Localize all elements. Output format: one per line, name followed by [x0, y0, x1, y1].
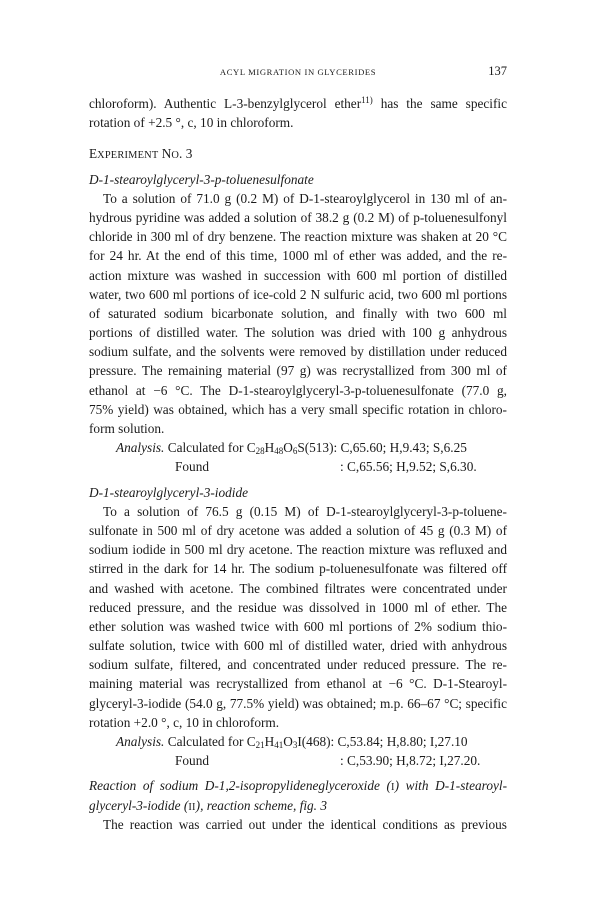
- title-text: ) with D-1-stearoyl-: [394, 778, 507, 794]
- paragraph-line: reduced pressure, and the residue was dissolved in 1000 ml of ether. The: [89, 599, 507, 615]
- heading-initial: E: [89, 146, 98, 162]
- formula-element: H: [264, 440, 275, 456]
- heading-no-o: O: [171, 150, 180, 162]
- analysis-label: Analysis.: [116, 734, 165, 749]
- formula-element: O: [283, 440, 293, 456]
- found-values: : C,65.56; H,9.52; S,6.30.: [340, 459, 477, 475]
- found-label: Found: [175, 753, 209, 769]
- formula-element: O: [283, 734, 293, 749]
- analysis-calculated: [89, 732, 507, 751]
- paragraph-line: sodium iodide in 500 ml dry acetone. The reaction mixture was refluxed and: [89, 542, 507, 558]
- found-values: : C,53.90; H,8.72; I,27.20.: [340, 753, 481, 769]
- paragraph-line: hydrous pyridine was added a solution of 38.2 g (0.2 M) of p-toluenesulfonyl: [89, 209, 507, 225]
- heading-rest: XPERIMENT: [97, 150, 159, 162]
- analysis-found: [89, 751, 507, 770]
- analysis-calculated: [89, 438, 507, 457]
- paragraph-line: of saturated sodium bicarbonate solution, and finally with two 600 ml: [89, 305, 507, 321]
- analysis-label: Analysis.: [116, 440, 165, 456]
- experiment-heading: [89, 144, 507, 163]
- paragraph-line: sulfonate in 500 ml of dry acetone was added a solution of 45 g (0.3 M) of: [89, 522, 507, 538]
- intro-line-1: [89, 94, 507, 113]
- formula-sub: 21: [255, 740, 265, 750]
- calc-prefix: Calculated for C: [164, 440, 256, 456]
- found-label: Found: [175, 459, 209, 475]
- calc-prefix: Calculated for C: [164, 734, 256, 749]
- paragraph-line: ethanol at −6 °C. The D-1-stearoylglyceryl-3-p-toluenesulfonate (77.0 g,: [89, 382, 507, 398]
- paragraph-line: action mixture was washed in succession with 600 ml portion of distilled: [89, 267, 507, 283]
- paragraph-line: form solution.: [89, 421, 165, 436]
- intro-text-b: has the same specific: [372, 96, 507, 111]
- formula-sub: 28: [255, 446, 265, 457]
- section-title-reaction-line-1: [89, 776, 507, 795]
- running-header: [89, 64, 507, 80]
- section-title-iodide: D-1-stearoylglyceryl-3-iodide: [89, 484, 249, 500]
- paragraph-line: To a solution of 76.5 g (0.15 M) of D-1-stearoylglyceryl-3-p-toluene-: [103, 503, 507, 519]
- title-text: glyceryl-3-iodide (: [89, 797, 189, 813]
- formula-sub: 41: [274, 740, 284, 750]
- analysis-found: [89, 457, 507, 476]
- paragraph-line: stirred in the dark for 14 hr. The sodium p-toluenesulfonate was filtered off: [89, 561, 507, 577]
- paragraph-line: pressure. The remaining material (97 g) was recrystallized from 300 ml of: [89, 363, 507, 379]
- formula-element: H: [264, 734, 275, 749]
- page-number: 137: [488, 64, 507, 78]
- paragraph-line: sodium sulfate, and the solvents were removed by distillation under reduced: [89, 344, 507, 360]
- paragraph-line: water, two 600 ml portions of ice-cold 2 N sulfuric acid, two 600 ml portions: [89, 286, 507, 302]
- paragraph-line: maining material was recrystallized from ethanol at −6 °C. D-1-Stearoyl-: [89, 676, 507, 692]
- formula-sub: 6: [292, 446, 298, 457]
- paragraph-line: sulfate solution, twice with 600 ml of distilled water, dried with anhydrous: [89, 638, 507, 654]
- heading-no-n: N: [161, 146, 172, 162]
- running-title: ACYL MIGRATION IN GLYCERIDES: [219, 67, 377, 77]
- title-text: ), reaction scheme, fig. 3: [195, 797, 327, 813]
- paragraph-line: 75% yield) was obtained, which has a very small specific rotation in chloro-: [89, 401, 507, 417]
- section-title-reaction-line-2: [89, 796, 507, 815]
- intro-line-2: rotation of +2.5 °, c, 10 in chloroform.: [89, 115, 294, 131]
- article-body: [89, 94, 507, 834]
- paragraph-line: The reaction was carried out under the identical conditions as previous: [103, 816, 507, 832]
- paragraph-line: rotation +2.0 °, c, 10 in chloroform.: [89, 714, 280, 730]
- intro-text-a: chloroform). Authentic L-3-benzylglycerol ether: [89, 96, 362, 111]
- formula-sub: 3: [292, 740, 298, 750]
- section-title-tosylate: D-1-stearoylglyceryl-3-p-toluenesulfonate: [89, 171, 314, 187]
- paragraph-line: ether solution was washed twice with 600 ml portions of 2% sodium thio-: [89, 618, 507, 634]
- paragraph-line: and washed with acetone. The combined filtrates were concentrated under: [89, 580, 507, 596]
- compound-number: I: [390, 782, 395, 794]
- reference-marker: 11): [361, 95, 373, 105]
- paragraph-line: sodium sulfate, filtered, and concentrated under reduced pressure. The re-: [89, 657, 507, 673]
- calc-values: S(513): C,65.60; H,9.43; S,6.25: [297, 440, 467, 456]
- paragraph-line: To a solution of 71.0 g (0.2 M) of D-1-stearoylglycerol in 130 ml of an-: [103, 190, 507, 206]
- paragraph-line: portions of distilled water. The solution was dried with 100 g anhydrous: [89, 325, 507, 341]
- compound-number: II: [188, 801, 196, 813]
- calc-values: I(468): C,53.84; H,8.80; I,27.10: [297, 734, 468, 749]
- title-text: Reaction of sodium D-1,2-isopropylideneglyceroxide (: [89, 778, 391, 794]
- heading-number: . 3: [179, 146, 193, 162]
- paragraph-line: chloride in 300 ml of dry benzene. The reaction mixture was shaken at 20 °C: [89, 229, 507, 245]
- paragraph-line: for 24 hr. At the end of this time, 1000 ml of ether was added, and the re-: [89, 248, 507, 264]
- paragraph-line: glyceryl-3-iodide (54.0 g, 77.5% yield) was obtained; m.p. 66–67 °C; specific: [89, 695, 507, 711]
- formula-sub: 48: [274, 446, 284, 457]
